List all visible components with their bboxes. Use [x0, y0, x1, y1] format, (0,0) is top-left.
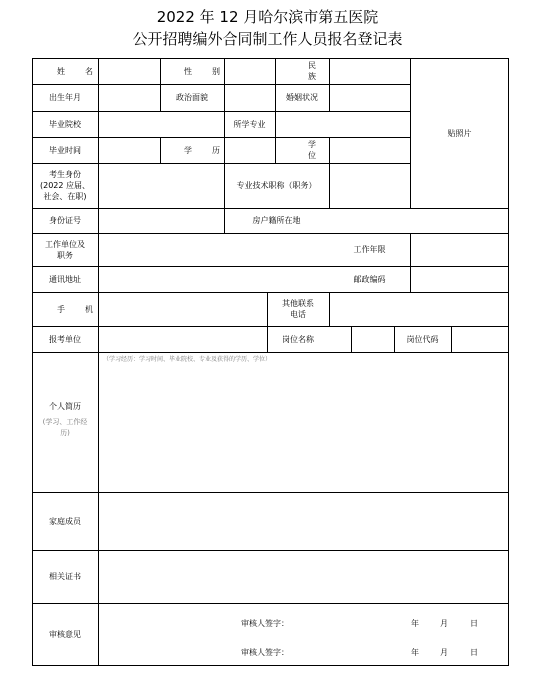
col-divider	[351, 326, 352, 353]
label-school: 毕业院校	[49, 119, 81, 129]
label-name: 姓名	[57, 66, 113, 76]
label-other-contact: 其他联系 电话	[282, 299, 314, 319]
label-degree: 学位	[308, 140, 336, 160]
row-divider	[32, 550, 509, 551]
label-work-years: 工作年限	[353, 245, 386, 254]
year-1: 年	[411, 618, 419, 628]
col-divider	[329, 163, 330, 209]
reviewer-sign-1: 审核人签字：	[241, 618, 289, 628]
label-family: 家庭成员	[49, 516, 81, 526]
day-2: 日	[470, 647, 478, 657]
month-2: 月	[440, 647, 448, 657]
label-candidate-status: 考生身份 (2022 应届、 社会、在职)	[39, 170, 91, 201]
label-review: 审核意见	[49, 630, 81, 639]
label-prof-title: 专业技术职称（职务）	[236, 181, 317, 190]
year-2: 年	[411, 647, 419, 657]
col-divider	[410, 233, 411, 293]
label-address: 通讯地址	[49, 274, 81, 284]
row-divider	[32, 266, 509, 267]
month-1: 月	[440, 618, 448, 628]
day-1: 日	[470, 618, 478, 628]
label-major: 所学专业	[233, 119, 266, 129]
label-resume-sub: (学习、工作经 历)	[42, 418, 88, 437]
col-divider	[98, 58, 99, 666]
label-resume: 个人简历	[49, 401, 81, 411]
label-ethnicity: 民族	[308, 61, 336, 81]
col-divider	[275, 111, 276, 138]
row-divider	[32, 492, 509, 493]
col-divider	[451, 326, 452, 353]
col-divider	[329, 292, 330, 327]
label-gender: 性别	[184, 66, 240, 76]
title-line-2: 公开招聘编外合同制工作人员报名登记表	[132, 30, 403, 48]
resume-hint: （学习经历：学习时间、毕业院校、专业及获得的学历、学位）	[103, 356, 272, 363]
label-politics: 政治面貌	[176, 93, 208, 102]
label-id-number: 身份证号	[49, 216, 81, 225]
label-work-unit: 工作单位及 职务	[45, 239, 85, 260]
row-divider	[32, 603, 509, 604]
label-certificates: 相关证书	[49, 572, 81, 581]
label-marital: 婚姻状况	[286, 93, 318, 102]
label-position-name: 岗位名称	[282, 334, 314, 344]
label-apply-unit: 报考单位	[49, 334, 81, 344]
title-line-1: 2022 年 12 月哈尔滨市第五医院	[156, 8, 379, 26]
label-grad-time: 毕业时间	[49, 145, 81, 155]
reviewer-sign-2: 审核人签字：	[241, 647, 289, 657]
label-birth: 出生年月	[49, 93, 81, 102]
label-postcode: 邮政编码	[353, 274, 386, 284]
row-divider	[32, 233, 509, 234]
label-hukou: 房户籍所在地	[252, 216, 301, 225]
label-photo: 贴照片	[447, 128, 472, 138]
label-mobile: 手机	[57, 304, 113, 314]
row-divider	[32, 352, 509, 353]
label-education: 学历	[184, 145, 240, 155]
label-position-code: 岗位代码	[406, 334, 439, 344]
